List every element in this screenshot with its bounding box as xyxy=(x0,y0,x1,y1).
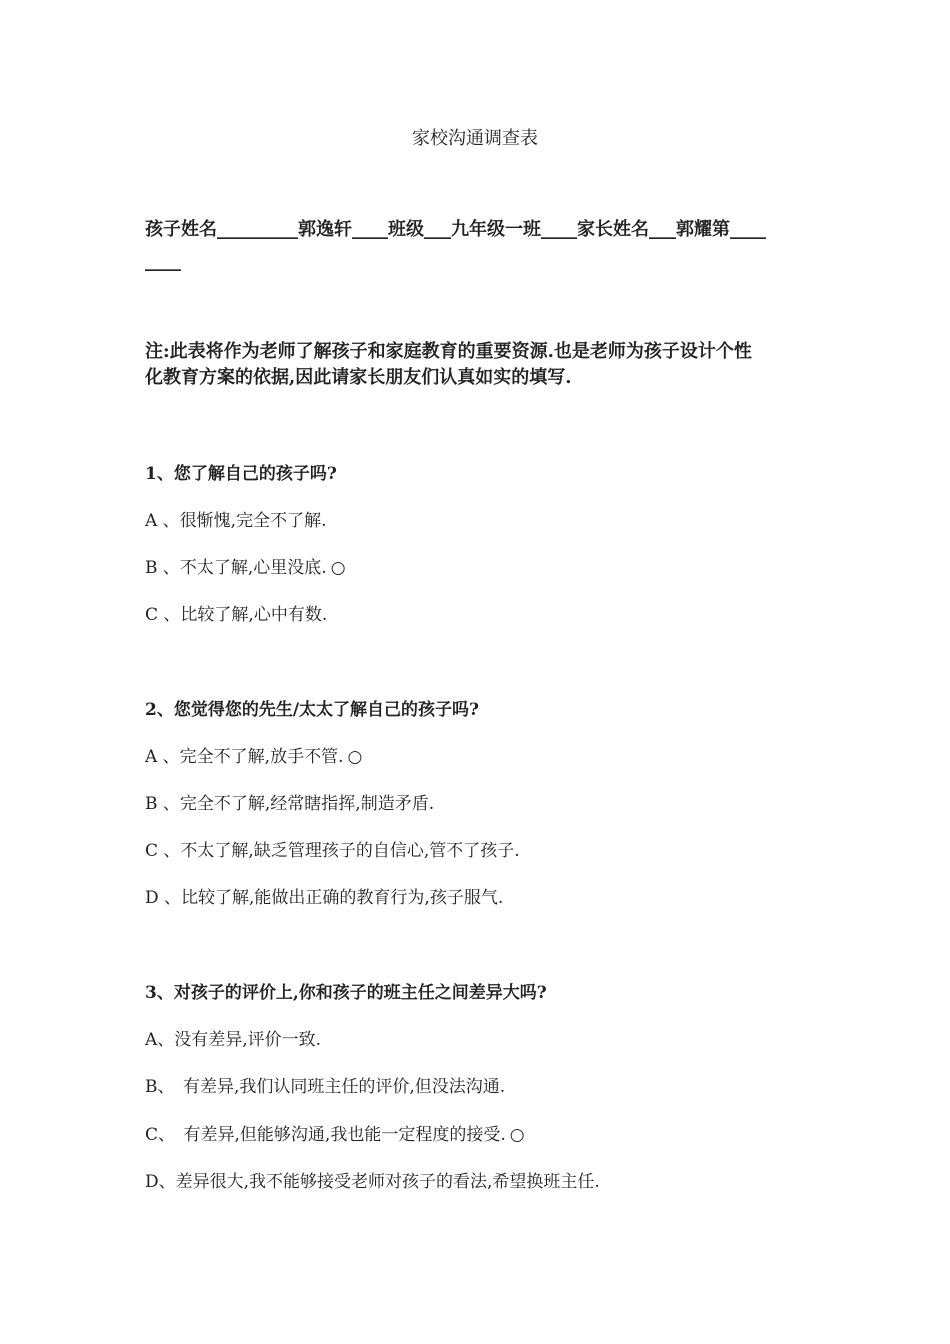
selected-mark: ○ xyxy=(330,558,346,578)
question-2: 2、您觉得您的先生/太太了解自己的孩子吗? xyxy=(145,700,479,720)
question-1-option-b xyxy=(145,553,346,578)
option-text: B、 有差异,我们认同班主任的评价,但没法沟通. xyxy=(145,1077,506,1097)
question-3-option-b xyxy=(145,1072,509,1097)
note-line-2: 化教育方案的依据,因此请家长朋友们认真如实的填写. xyxy=(145,367,572,388)
option-text: A 、完全不了解,放手不管. xyxy=(145,747,344,767)
student-info-line-continued: ____ xyxy=(145,251,181,272)
question-3-option-c xyxy=(145,1120,525,1145)
question-2-option-b xyxy=(145,789,438,814)
option-text: C 、比较了解,心中有数. xyxy=(145,605,328,625)
question-1-option-c xyxy=(145,600,331,625)
question-2-option-c xyxy=(145,836,524,861)
option-text: D、差异很大,我不能够接受老师对孩子的看法,希望换班主任. xyxy=(145,1172,600,1192)
question-3-option-d xyxy=(145,1167,604,1192)
question-3: 3、对孩子的评价上,你和孩子的班主任之间差异大吗? xyxy=(145,983,547,1003)
question-2-option-a xyxy=(145,742,362,767)
option-text: A、没有差异,评价一致. xyxy=(145,1030,322,1050)
question-3-option-a xyxy=(145,1025,325,1050)
question-1-option-a xyxy=(145,506,331,531)
selected-mark: ○ xyxy=(509,1125,525,1145)
student-info-line: 孩子姓名_________郭逸轩____班级___九年级一班____家长姓名___郭耀第____ xyxy=(145,219,766,240)
question-1: 1、您了解自己的孩子吗? xyxy=(145,464,337,484)
option-text: A 、很惭愧,完全不了解. xyxy=(145,511,327,531)
option-text: D 、比较了解,能做出正确的教育行为,孩子服气. xyxy=(145,888,504,908)
question-2-option-d xyxy=(145,883,507,908)
note-line-1: 注:此表将作为老师了解孩子和家庭教育的重要资源.也是老师为孩子设计个性 xyxy=(145,341,752,362)
page-title: 家校沟通调查表 xyxy=(412,128,538,149)
option-text: C、 有差异,但能够沟通,我也能一定程度的接受. xyxy=(145,1125,506,1145)
selected-mark: ○ xyxy=(347,747,363,767)
option-text: B 、不太了解,心里没底. xyxy=(145,558,327,578)
option-text: B 、完全不了解,经常瞎指挥,制造矛盾. xyxy=(145,794,435,814)
option-text: C 、不太了解,缺乏管理孩子的自信心,管不了孩子. xyxy=(145,841,520,861)
